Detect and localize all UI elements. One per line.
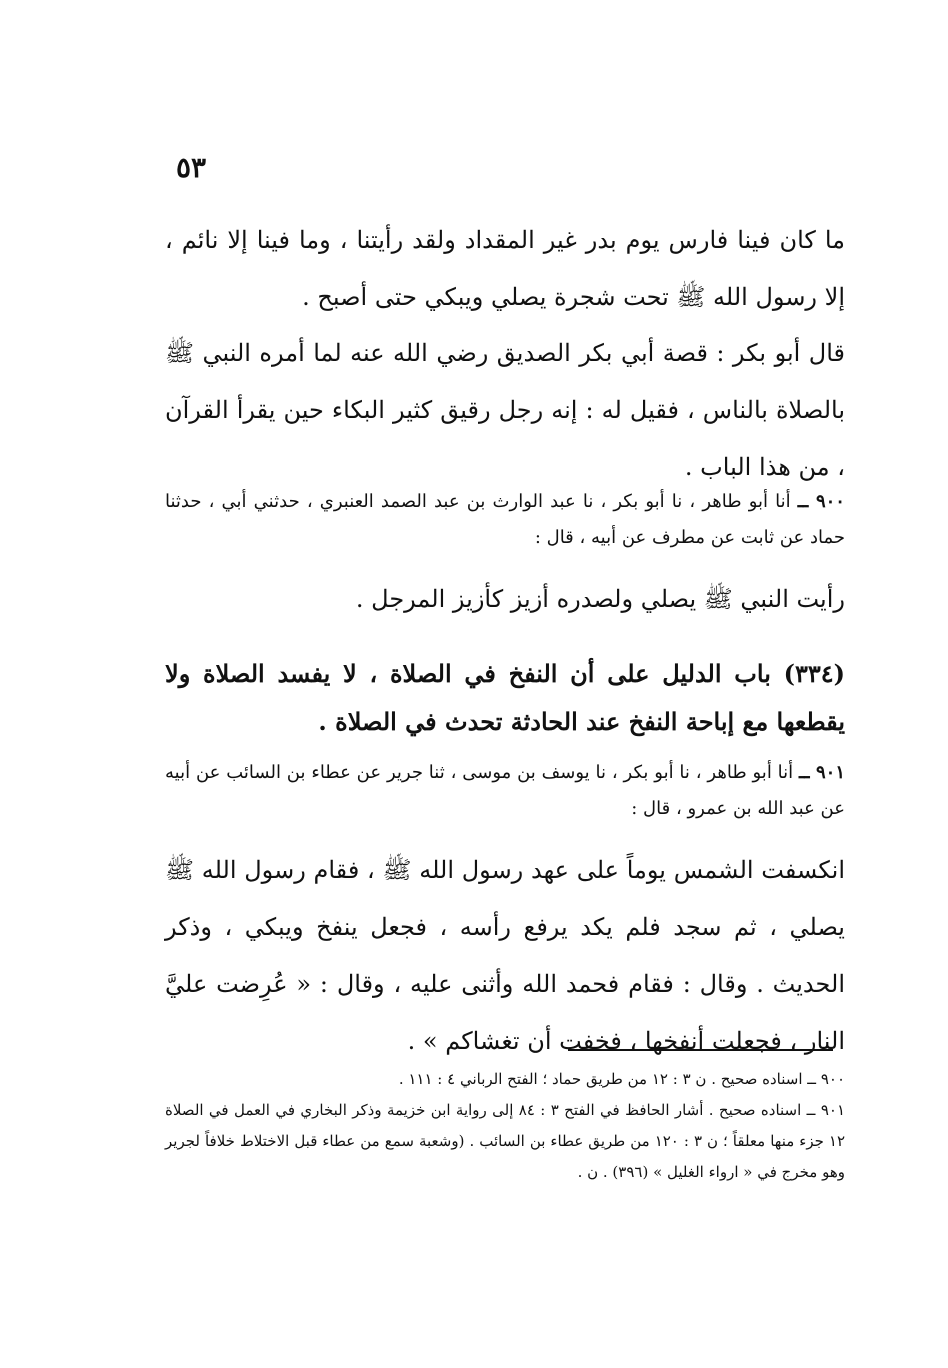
hadith-901-chain: أنا أبو طاهر ، نا أبو بكر ، نا يوسف بن موسى ، ثنا جرير عن عطاء بن السائب عن أبيه عن عبد الله بن عمرو ، قال : bbox=[165, 762, 845, 819]
hadith-901-text: انكسفت الشمس يوماً على عهد رسول الله ﷺ ، فقام رسول الله ﷺ يصلي ، ثم سجد فلم يكد يرفع رأسه ، فجعل ينفخ ويبكي ، وذكر الحديث . وقال : فقام فحمد الله وأثنى عليه ، وقال : « عُرِضت عليَّ النار ، فجعلت أنفخها ، فخفت أن تغشاكم » . bbox=[165, 856, 846, 1055]
hadith-900-text: رأيت النبي ﷺ يصلي ولصدره أزيز كأزيز المرجل . bbox=[355, 585, 845, 613]
chapter-334-heading: (٣٣٤) باب الدليل على أن النفخ في الصلاة ، لا يفسد الصلاة ولا يقطعها مع إباحة النفخ عند الحادثة تحدث في الصلاة . bbox=[165, 659, 845, 736]
footnote-divider bbox=[568, 1049, 833, 1051]
hadith-900-isnad bbox=[165, 484, 845, 556]
page-number: ٥٣ bbox=[176, 151, 207, 184]
hadith-901-number: ٩٠١ ــ bbox=[799, 762, 845, 783]
paragraph-story-end: ما كان فينا فارس يوم بدر غير المقداد ولقد رأيتنا ، وما فينا إلا نائم ، إلا رسول الله ﷺ تحت شجرة يصلي ويبكي حتى أصبح . bbox=[165, 226, 845, 311]
hadith-900-chain: أنا أبو طاهر ، نا أبو بكر ، نا عبد الوارث بن عبد الصمد العنبري ، حدثني أبي ، حدثنا حماد عن ثابت عن مطرف عن أبيه ، قال : bbox=[165, 491, 845, 548]
hadith-900-number: ٩٠٠ ــ bbox=[797, 491, 845, 512]
footnote-900: ٩٠٠ ــ اسناده صحيح . ن ٣ : ١٢ من طريق حماد ؛ الفتح الرباني ٤ : ١١١ . bbox=[398, 1070, 845, 1088]
paragraph-abu-bakr-comment: قال أبو بكر : قصة أبي بكر الصديق رضي الله عنه لما أمره النبي ﷺ بالصلاة بالناس ، فقيل له : إنه رجل رقيق كثير البكاء حين يقرأ القرآن ، من هذا الباب . bbox=[165, 339, 845, 481]
footnote-901: ٩٠١ ــ اسناده صحيح . أشار الحافظ في الفتح ٣ : ٨٤ إلى رواية ابن خزيمة وذكر البخاري في العمل في الصلاة ١٢ جزء منها معلقاً ؛ ن ٣ : ١٢٠ من طريق عطاء بن السائب . (وشعبة سمع من عطاء قبل الاختلاط خلافاً لجرير وهو مخرج في « ارواء الغليل » (٣٩٦) . ن . bbox=[165, 1101, 846, 1181]
hadith-901-isnad bbox=[165, 755, 845, 827]
